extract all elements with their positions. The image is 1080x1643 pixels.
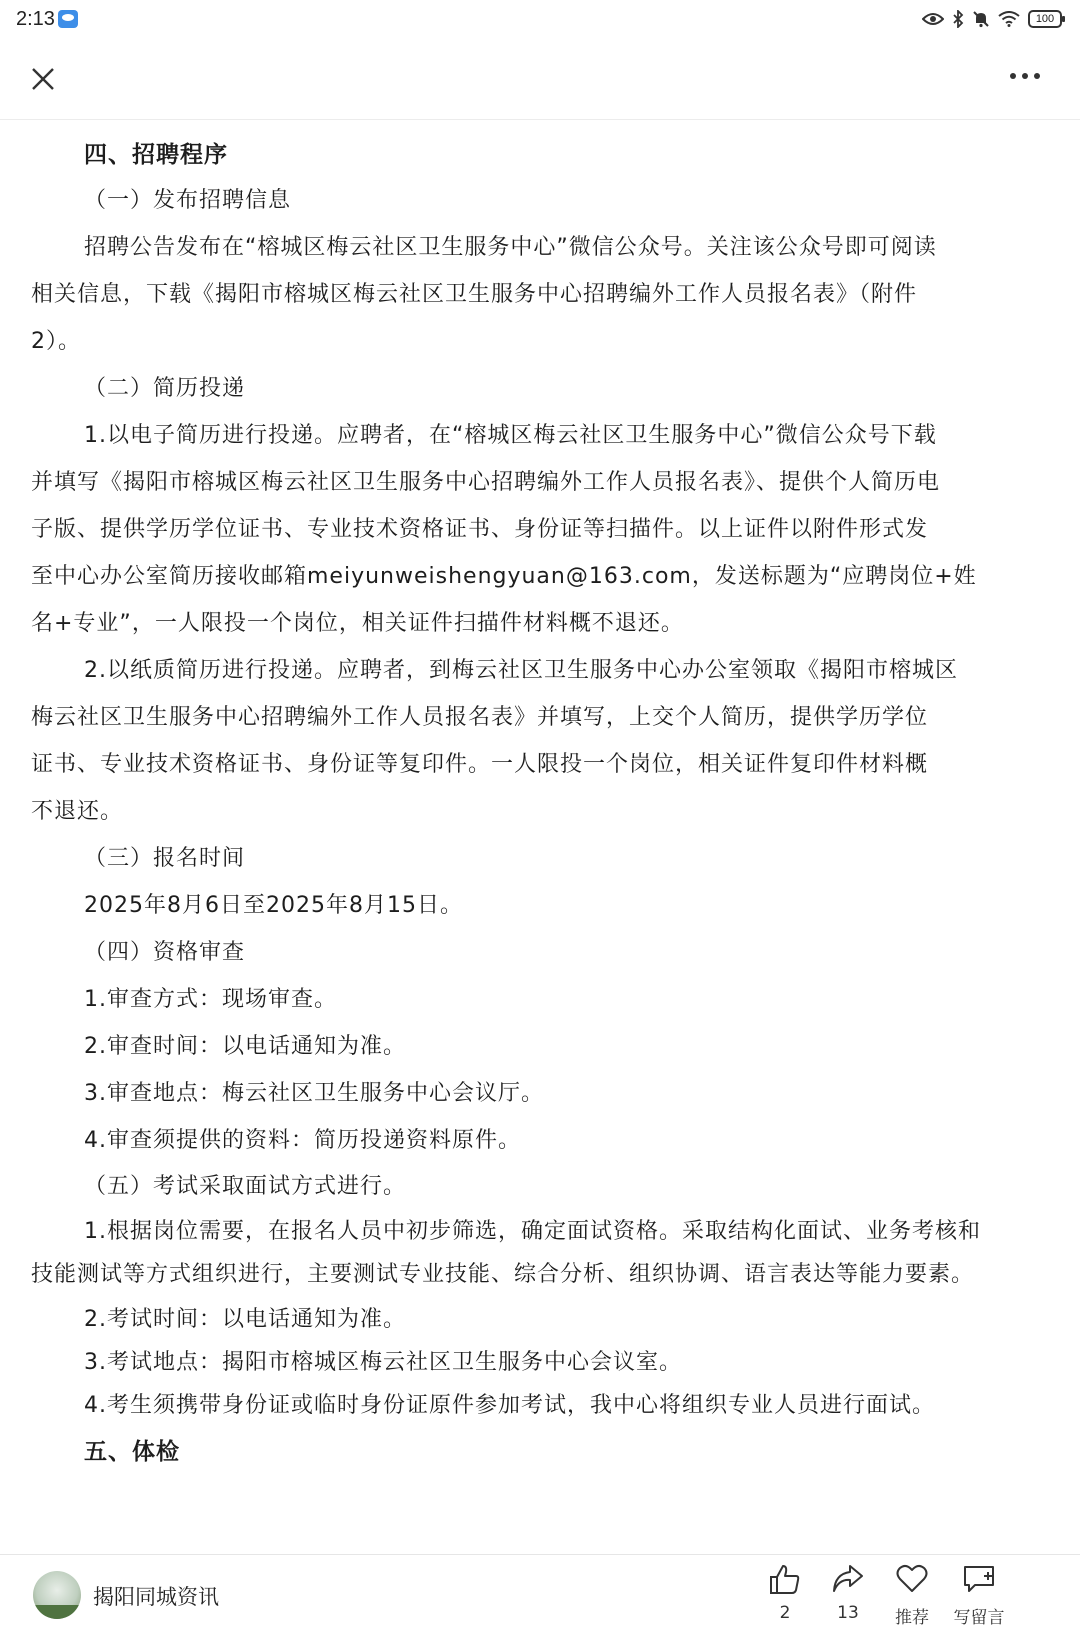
article-content bbox=[0, 122, 1080, 1554]
close-button[interactable] bbox=[26, 62, 66, 102]
section-heading: 四、招聘程序 bbox=[84, 142, 228, 168]
paragraph-line: （五）考试采取面试方式进行。 bbox=[84, 1174, 407, 1199]
paragraph-line: 3.审查地点：梅云社区卫生服务中心会议厅。 bbox=[84, 1081, 544, 1106]
mute-bell-icon bbox=[972, 10, 990, 28]
paragraph-line: 技能测试等方式组织进行，主要测试专业技能、综合分析、组织协调、语言表达等能力要素。 bbox=[31, 1262, 975, 1287]
paragraph-line: （二）简历投递 bbox=[84, 376, 246, 401]
share-button[interactable] bbox=[818, 1563, 878, 1639]
paragraph-line: 1.审查方式：现场审查。 bbox=[84, 987, 337, 1012]
account-name[interactable]: 揭阳同城资讯 bbox=[93, 1585, 219, 1609]
more-icon bbox=[1006, 68, 1046, 96]
like-count: 2 bbox=[779, 1603, 791, 1623]
paragraph-line: 梅云社区卫生服务中心招聘编外工作人员报名表》并填写，上交个人简历，提供学历学位 bbox=[31, 705, 929, 730]
paragraph-line: 2.考试时间：以电话通知为准。 bbox=[84, 1307, 406, 1332]
paragraph-line: 3.考试地点：揭阳市榕城区梅云社区卫生服务中心会议室。 bbox=[84, 1350, 682, 1375]
comment-icon bbox=[961, 1563, 997, 1595]
comment-button[interactable] bbox=[944, 1563, 1014, 1639]
paragraph-line: 2025年8月6日至2025年8月15日。 bbox=[84, 893, 463, 918]
status-bar bbox=[0, 0, 1080, 44]
paragraph-line: 1.根据岗位需要，在报名人员中初步筛选，确定面试资格。采取结构化面试、业务考核和 bbox=[84, 1219, 981, 1244]
paragraph-line: 2）。 bbox=[31, 329, 81, 354]
thumbs-up-icon bbox=[768, 1563, 802, 1595]
paragraph-line: 证书、专业技术资格证书、身份证等复印件。一人限投一个岗位，相关证件复印件材料概 bbox=[31, 752, 929, 777]
more-button[interactable] bbox=[1006, 68, 1046, 96]
heart-icon bbox=[895, 1563, 929, 1595]
paragraph-line: 4.审查须提供的资料：简历投递资料原件。 bbox=[84, 1128, 521, 1153]
paragraph-line: 1.以电子简历进行投递。应聘者，在“榕城区梅云社区卫生服务中心”微信公众号下载 bbox=[84, 423, 937, 448]
paragraph-line: （四）资格审查 bbox=[84, 940, 246, 965]
paragraph-line: 子版、提供学历学位证书、专业技术资格证书、身份证等扫描件。以上证件以附件形式发 bbox=[31, 517, 929, 542]
paragraph-line: 2.审查时间：以电话通知为准。 bbox=[84, 1034, 406, 1059]
eye-icon bbox=[922, 11, 944, 27]
paragraph-line: （一）发布招聘信息 bbox=[84, 188, 292, 213]
battery-level: 100 bbox=[1035, 13, 1055, 25]
battery-icon bbox=[1028, 10, 1062, 28]
share-icon bbox=[831, 1563, 865, 1595]
paragraph-line: 4.考生须携带身份证或临时身份证原件参加考试，我中心将组织专业人员进行面试。 bbox=[84, 1393, 935, 1418]
status-icons bbox=[922, 10, 1062, 28]
paragraph-line: 2.以纸质简历进行投递。应聘者，到梅云社区卫生服务中心办公室领取《揭阳市榕城区 bbox=[84, 658, 958, 683]
top-bar bbox=[0, 44, 1080, 120]
comment-label: 写留言 bbox=[953, 1608, 1005, 1628]
app-notification-icon bbox=[58, 10, 78, 28]
share-count: 13 bbox=[837, 1603, 859, 1623]
paragraph-line: 不退还。 bbox=[31, 799, 124, 824]
paragraph-line: 并填写《揭阳市榕城区梅云社区卫生服务中心招聘编外工作人员报名表》、提供个人简历电 bbox=[31, 470, 941, 495]
close-icon bbox=[26, 62, 66, 102]
bluetooth-icon bbox=[952, 10, 964, 28]
wifi-icon bbox=[998, 11, 1020, 27]
recommend-label: 推荐 bbox=[895, 1608, 929, 1628]
bottom-bar bbox=[0, 1554, 1080, 1643]
section-heading: 五、体检 bbox=[84, 1439, 180, 1465]
like-button[interactable] bbox=[755, 1563, 815, 1639]
account-avatar[interactable] bbox=[33, 1571, 81, 1619]
paragraph-line: 招聘公告发布在“榕城区梅云社区卫生服务中心”微信公众号。关注该公众号即可阅读 bbox=[84, 235, 937, 260]
status-time: 2:13 bbox=[16, 8, 55, 30]
paragraph-line: 名+专业”，一人限投一个岗位，相关证件扫描件材料概不退还。 bbox=[31, 611, 684, 636]
paragraph-line: 相关信息，下载《揭阳市榕城区梅云社区卫生服务中心招聘编外工作人员报名表》（附件 bbox=[31, 282, 918, 307]
content-fade bbox=[0, 1520, 1080, 1554]
paragraph-line: （三）报名时间 bbox=[84, 846, 246, 871]
paragraph-line: 至中心办公室简历接收邮箱meiyunweishengyuan@163.com，发送标题为“应聘岗位+姓 bbox=[31, 564, 977, 589]
recommend-button[interactable] bbox=[882, 1563, 942, 1639]
